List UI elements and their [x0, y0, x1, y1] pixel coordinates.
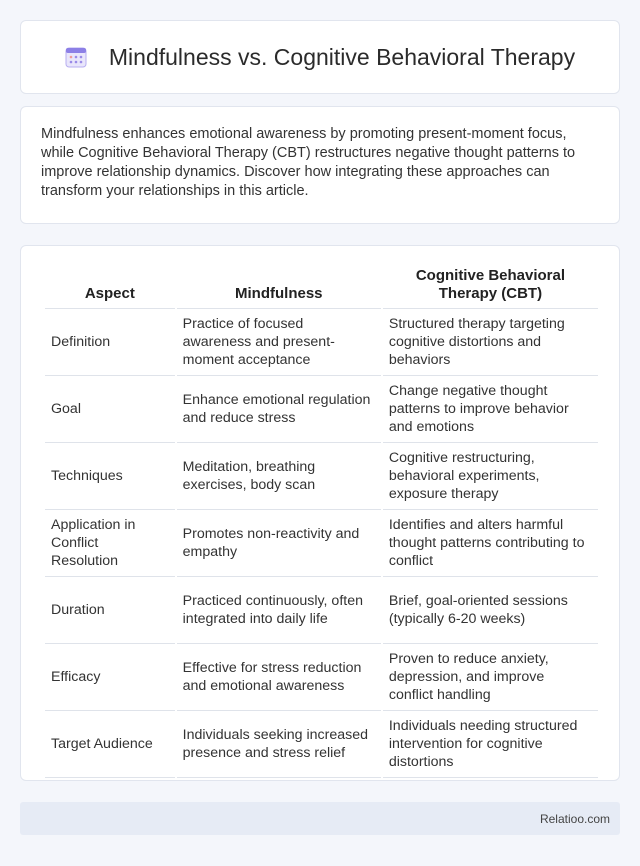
table-row — [45, 376, 598, 443]
intro-text: Mindfulness enhances emotional awareness by promoting present-moment focus, while Cognitive Behavioral Therapy (CBT) restructures negative thought patterns to improve relationship dynamics. Discover how integrating these approaches can transform your relationships in this article. — [41, 126, 576, 199]
header-aspect: Aspect — [45, 264, 175, 309]
intro-card — [20, 106, 620, 224]
footer — [20, 802, 620, 835]
row-mindfulness: Individuals seeking increased presence and stress relief — [177, 711, 381, 778]
row-cbt: Structured therapy targeting cognitive distortions and behaviors — [383, 309, 598, 376]
table-card — [20, 245, 620, 781]
row-cbt: Identifies and alters harmful thought patterns contributing to conflict — [383, 510, 598, 577]
row-mindfulness: Practiced continuously, often integrated into daily life — [177, 577, 381, 644]
row-aspect: Target Audience — [45, 711, 175, 778]
title-card — [20, 20, 620, 94]
table-row — [45, 510, 598, 577]
header-mindfulness: Mindfulness — [177, 264, 381, 309]
row-aspect: Definition — [45, 309, 175, 376]
row-cbt: Proven to reduce anxiety, depression, and improve conflict handling — [383, 644, 598, 711]
row-aspect: Application in Conflict Resolution — [45, 510, 175, 577]
row-mindfulness: Effective for stress reduction and emotional awareness — [177, 644, 381, 711]
row-mindfulness: Meditation, breathing exercises, body scan — [177, 443, 381, 510]
row-cbt: Brief, goal-oriented sessions (typically 6-20 weeks) — [383, 577, 598, 644]
row-aspect: Goal — [45, 376, 175, 443]
row-cbt: Change negative thought patterns to improve behavior and emotions — [383, 376, 598, 443]
calendar-icon — [65, 46, 87, 68]
row-mindfulness: Enhance emotional regulation and reduce stress — [177, 376, 381, 443]
table-row — [45, 309, 598, 376]
table-row — [45, 711, 598, 778]
header-cbt: Cognitive Behavioral Therapy (CBT) — [383, 264, 598, 309]
row-aspect: Techniques — [45, 443, 175, 510]
row-mindfulness: Promotes non-reactivity and empathy — [177, 510, 381, 577]
table-row — [45, 443, 598, 510]
row-cbt: Cognitive restructuring, behavioral experiments, exposure therapy — [383, 443, 598, 510]
row-cbt: Individuals needing structured intervention for cognitive distortions — [383, 711, 598, 778]
table-row — [45, 577, 598, 644]
row-aspect: Efficacy — [45, 644, 175, 711]
page-title: Mindfulness vs. Cognitive Behavioral Therapy — [108, 43, 576, 70]
table-row — [45, 644, 598, 711]
comparison-table — [43, 264, 600, 778]
table-header-row — [45, 264, 598, 309]
row-mindfulness: Practice of focused awareness and present-moment acceptance — [177, 309, 381, 376]
row-aspect: Duration — [45, 577, 175, 644]
footer-brand[interactable]: Relatioo.com — [539, 811, 610, 826]
